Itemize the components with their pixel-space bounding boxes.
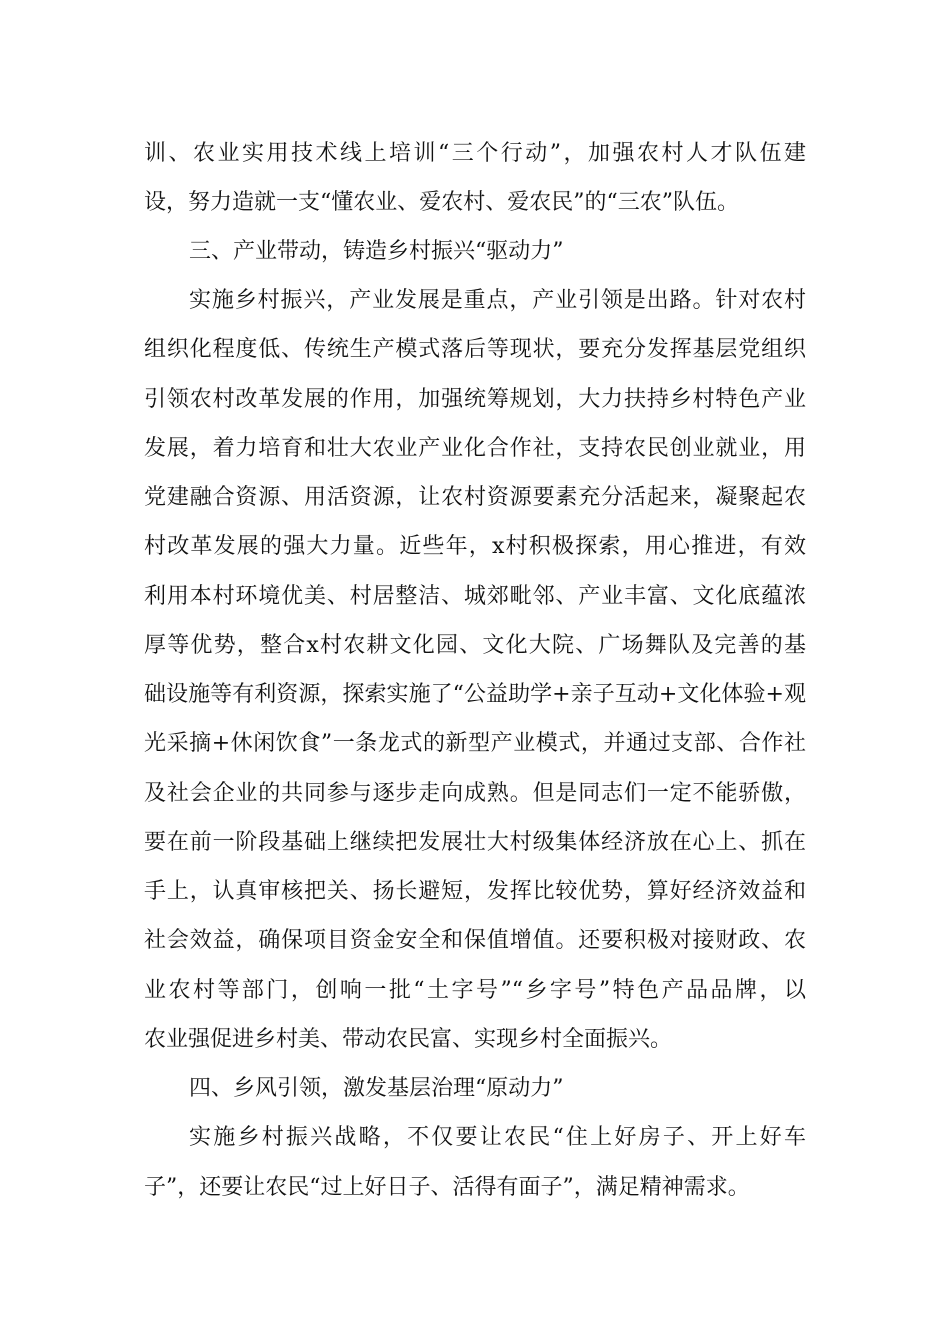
text-line: 及社会企业的共同参与逐步走向成熟。但是同志们一定不能骄傲， (144, 781, 806, 806)
text-line: 训、农业实用技术线上培训“三个行动”，加强农村人才队伍建 (144, 141, 806, 166)
text-line: 子”，还要让农民“过上好日子、活得有面子”，满足精神需求。 (144, 1175, 750, 1200)
text-line: 光采摘+休闲饮食”一条龙式的新型产业模式，并通过支部、合作社 (144, 731, 806, 756)
text-line: 手上，认真审核把关、扬长避短，发挥比较优势，算好经济效益和 (144, 879, 806, 904)
section-heading: 四、乡风引领，激发基层治理“原动力” (189, 1076, 564, 1101)
text-line: 设，努力造就一支“懂农业、爱农村、爱农民”的“三农”队伍。 (144, 190, 739, 215)
text-line: 村改革发展的强大力量。近些年，x村积极探索，用心推进，有效 (144, 534, 806, 559)
text-line: 引领农村改革发展的作用，加强统筹规划，大力扶持乡村特色产业 (144, 387, 806, 412)
text-line: 利用本村环境优美、村居整洁、城郊毗邻、产业丰富、文化底蕴浓 (144, 584, 806, 609)
text-line: 要在前一阶段基础上继续把发展壮大村级集体经济放在心上、抓在 (144, 830, 806, 855)
text-line: 发展，着力培育和壮大农业产业化合作社，支持农民创业就业，用 (144, 436, 806, 461)
text-line: 组织化程度低、传统生产模式落后等现状，要充分发挥基层党组织 (144, 337, 806, 362)
text-line: 社会效益，确保项目资金安全和保值增值。还要积极对接财政、农 (144, 928, 806, 953)
text-line: 党建融合资源、用活资源，让农村资源要素充分活起来，凝聚起农 (144, 485, 806, 510)
text-line: 业农村等部门，创响一批“土字号”“乡字号”特色产品品牌，以 (144, 978, 806, 1003)
text-line: 础设施等有利资源，探索实施了“公益助学+亲子互动+文化体验+观 (144, 682, 806, 707)
text-line: 实施乡村振兴战略，不仅要让农民“住上好房子、开上好车 (189, 1125, 806, 1150)
text-line: 实施乡村振兴，产业发展是重点，产业引领是出路。针对农村 (189, 288, 806, 313)
text-line: 农业强促进乡村美、带动农民富、实现乡村全面振兴。 (144, 1027, 673, 1052)
section-heading: 三、产业带动，铸造乡村振兴“驱动力” (189, 239, 564, 264)
text-line: 厚等优势，整合x村农耕文化园、文化大院、广场舞队及完善的基 (144, 633, 806, 658)
